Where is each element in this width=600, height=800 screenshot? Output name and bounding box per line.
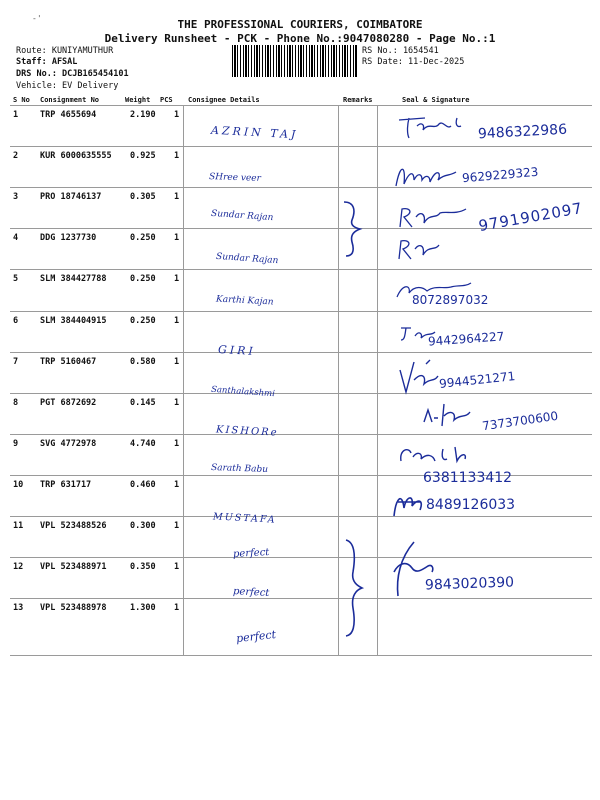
drs-label: DRS No.: DCJB165454101 (16, 69, 129, 79)
signature-icon (395, 237, 441, 261)
consignee-handwriting: KISHORe (215, 424, 279, 439)
consignee-handwriting: perfect (232, 547, 270, 560)
row-pcs: 1 (174, 562, 180, 572)
row-sno: 11 (13, 521, 24, 531)
consignee-handwriting: Santhalakshmi (210, 384, 276, 400)
vehicle-label: Vehicle: EV Delivery (16, 81, 119, 91)
row-weight: 0.305 (130, 192, 156, 202)
row-weight: 0.250 (130, 316, 156, 326)
row-consignment: KUR 6000635555 (40, 151, 112, 161)
row-pcs: 1 (174, 439, 180, 449)
consignee-handwriting: Karthi Kajan (215, 294, 274, 308)
col-consignee: Consignee Details (188, 96, 260, 104)
row-consignment: DDG 1237730 (40, 233, 97, 243)
barcode (232, 45, 358, 77)
col-pcs: PCS (160, 96, 173, 104)
consignee-handwriting: MUSTAFA (212, 511, 277, 526)
signature-phone: 8072897032 (412, 293, 489, 307)
row-sno: 2 (13, 151, 19, 161)
signature-icon (392, 158, 462, 192)
signature-phone: 9791902097 (477, 198, 585, 236)
signature-phone: 9486322986 (477, 121, 568, 143)
signature-phone: 8489126033 (426, 497, 516, 513)
row-weight: 0.145 (130, 398, 156, 408)
signature-icon (395, 112, 475, 142)
row-sno: 6 (13, 316, 19, 326)
row-weight: 0.580 (130, 357, 156, 367)
signature-phone: 9442964227 (427, 329, 505, 349)
row-sno: 8 (13, 398, 19, 408)
remarks-brace-icon (340, 538, 366, 638)
signature-phone: 9843020390 (424, 574, 515, 594)
row-weight: 4.740 (130, 439, 156, 449)
row-weight: 0.925 (130, 151, 156, 161)
row-weight: 0.350 (130, 562, 156, 572)
row-sno: 13 (13, 603, 24, 613)
row-weight: 0.460 (130, 480, 156, 490)
signature-icon (418, 400, 478, 430)
row-consignment: VPL 523488971 (40, 562, 107, 572)
col-sno: S No (13, 96, 30, 104)
row-consignment: VPL 523488526 (40, 521, 107, 531)
row-consignment: VPL 523488978 (40, 603, 107, 613)
row-consignment: SLM 384404915 (40, 316, 107, 326)
row-consignment: TRP 5160467 (40, 357, 97, 367)
row-consignment: TRP 631717 (40, 480, 92, 490)
consignee-handwriting: SHree veer (208, 172, 262, 184)
signature-phone: 7373700600 (481, 408, 559, 434)
row-weight: 0.300 (130, 521, 156, 531)
row-pcs: 1 (174, 603, 180, 613)
runsheet-subtitle: Delivery Runsheet - PCK - Phone No.:9047080280 - Page No.:1 (104, 32, 496, 45)
row-consignment: PRO 18746137 (40, 192, 102, 202)
signature-icon (390, 488, 426, 520)
consignee-handwriting: Sundar Rajan (210, 208, 274, 224)
row-consignment: SVG 4772978 (40, 439, 97, 449)
row-consignment: PGT 6872692 (40, 398, 97, 408)
row-pcs: 1 (174, 233, 180, 243)
row-pcs: 1 (174, 274, 180, 284)
row-pcs: 1 (174, 398, 180, 408)
row-weight: 2.190 (130, 110, 156, 120)
row-pcs: 1 (174, 192, 180, 202)
row-pcs: 1 (174, 110, 180, 120)
row-sno: 7 (13, 357, 19, 367)
company-title: THE PROFESSIONAL COURIERS, COIMBATORE (177, 18, 423, 31)
row-consignment: SLM 384427788 (40, 274, 107, 284)
row-pcs: 1 (174, 151, 180, 161)
signature-phone: 6381133412 (423, 470, 513, 486)
staff-label: Staff: AFSAL (16, 57, 78, 67)
row-sno: 12 (13, 562, 24, 572)
col-consignment: Consignment No (40, 96, 100, 104)
row-weight: 1.300 (130, 603, 156, 613)
col-seal-signature: Seal & Signature (402, 96, 470, 104)
row-sno: 1 (13, 110, 19, 120)
row-sno: 9 (13, 439, 19, 449)
row-sno: 3 (13, 192, 19, 202)
row-sno: 5 (13, 274, 19, 284)
rs-no-label: RS No.: 1654541 (362, 46, 439, 56)
col-weight: Weight (125, 96, 151, 104)
row-pcs: 1 (174, 480, 180, 490)
row-sno: 4 (13, 233, 19, 243)
row-weight: 0.250 (130, 233, 156, 243)
signature-phone: 9629229323 (461, 164, 539, 186)
consignee-handwriting: AZRIN TAJ (210, 123, 299, 142)
header-mark: -' (32, 14, 42, 23)
row-sno: 10 (13, 480, 24, 490)
consignee-handwriting: perfect (235, 627, 277, 646)
row-consignment: TRP 4655694 (40, 110, 97, 120)
col-remarks: Remarks (343, 96, 373, 104)
signature-icon (395, 443, 485, 467)
consignee-handwriting: GIRI (217, 343, 257, 358)
signature-icon (396, 203, 472, 231)
signature-phone: 9944521271 (438, 369, 516, 391)
consignee-handwriting: Sarath Babu (210, 463, 269, 475)
row-pcs: 1 (174, 316, 180, 326)
consignee-handwriting: Sundar Rajan (215, 251, 279, 267)
row-weight: 0.250 (130, 274, 156, 284)
consignee-handwriting: perfect (232, 586, 270, 599)
row-pcs: 1 (174, 521, 180, 531)
route-label: Route: KUNIYAMUTHUR (16, 46, 114, 56)
row-pcs: 1 (174, 357, 180, 367)
rs-date-label: RS Date: 11-Dec-2025 (362, 57, 465, 67)
remarks-brace-icon (338, 198, 366, 258)
